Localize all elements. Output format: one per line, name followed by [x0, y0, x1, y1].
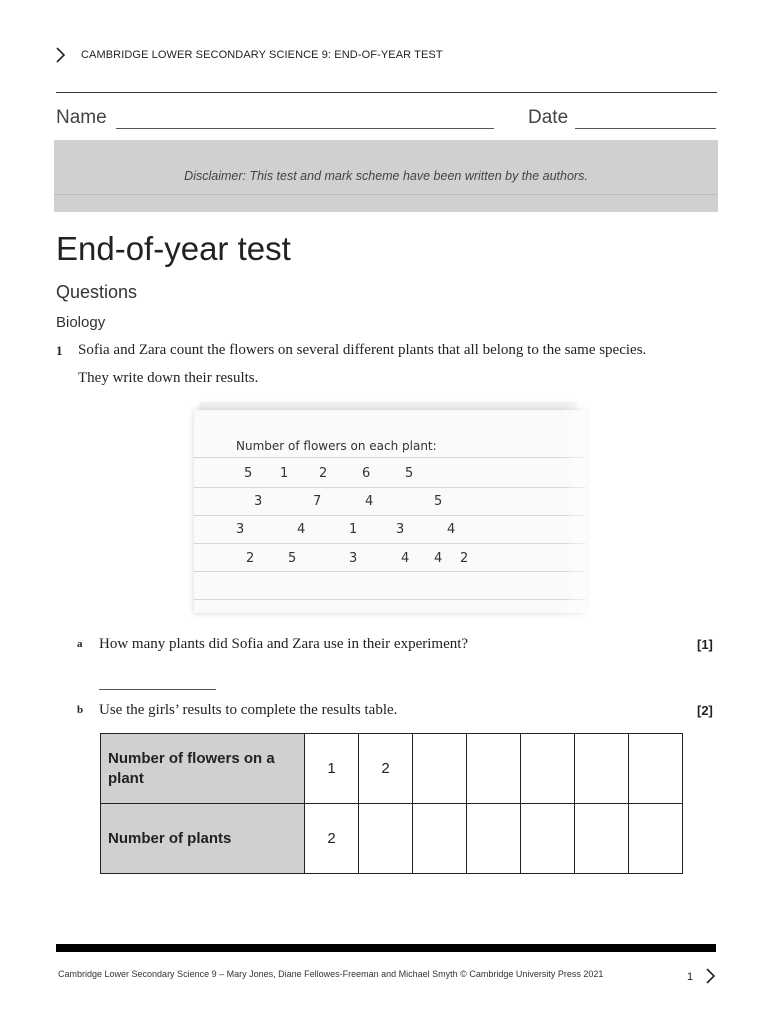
- date-label: Date: [528, 107, 569, 128]
- notepad-rule: [194, 457, 586, 458]
- part-b-letter: b: [77, 704, 84, 716]
- notepad-fade: [560, 404, 600, 619]
- name-field-line[interactable]: [116, 128, 494, 129]
- disclaimer-divider: [54, 194, 718, 195]
- table-cell[interactable]: [359, 804, 413, 874]
- date-field-line[interactable]: [575, 128, 716, 129]
- notepad-rule: [194, 515, 586, 516]
- table-row: [101, 734, 683, 804]
- notepad-rule: [194, 543, 586, 544]
- running-header: CAMBRIDGE LOWER SECONDARY SCIENCE 9: END-OF-YEAR TEST: [81, 49, 443, 61]
- row-header-flowers: Number of flowers on a plant: [101, 734, 305, 804]
- notepad-rule: [194, 571, 586, 572]
- notepad-value: 4: [401, 551, 410, 566]
- notepad-value: 3: [236, 522, 245, 537]
- questions-heading: Questions: [56, 282, 138, 302]
- table-cell[interactable]: [467, 734, 521, 804]
- notepad-value: 3: [396, 522, 405, 537]
- part-a-text: How many plants did Sofia and Zara use in their experiment?: [99, 636, 469, 652]
- notepad-value: 4: [434, 551, 443, 566]
- notepad-value: 5: [405, 466, 414, 481]
- disclaimer-text: Disclaimer: This test and mark scheme have been written by the authors.: [184, 169, 588, 183]
- notepad-value: 7: [313, 494, 322, 509]
- notepad-image: [194, 410, 586, 613]
- notepad-value: 2: [319, 466, 328, 481]
- notepad-value: 5: [288, 551, 297, 566]
- question-text-continued: They write down their results.: [78, 370, 259, 386]
- part-a-letter: a: [77, 638, 83, 650]
- notepad-value: 3: [254, 494, 263, 509]
- question-number: 1: [56, 343, 63, 358]
- table-cell[interactable]: [575, 734, 629, 804]
- table-cell[interactable]: [629, 734, 683, 804]
- table-row: [101, 804, 683, 874]
- notepad-value: 2: [460, 551, 469, 566]
- part-a-answer-line[interactable]: [99, 689, 216, 690]
- question-text: Sofia and Zara count the flowers on several different plants that all belong to the same species.: [78, 342, 647, 358]
- notepad-value: 5: [244, 466, 253, 481]
- notepad-value: 2: [246, 551, 255, 566]
- notepad-heading: Number of flowers on each plant:: [236, 439, 437, 453]
- page-title: End-of-year test: [56, 230, 291, 267]
- part-b-marks: [2]: [697, 703, 713, 718]
- table-cell[interactable]: [413, 804, 467, 874]
- results-table: [100, 733, 683, 874]
- header-rule: [56, 92, 717, 93]
- notepad-rule: [194, 487, 586, 488]
- table-cell[interactable]: [413, 734, 467, 804]
- row-header-plants: Number of plants: [101, 804, 305, 874]
- footer-credit: Cambridge Lower Secondary Science 9 – Mary Jones, Diane Fellowes-Freeman and Michael Smyth © Cambridge University Press 2021: [58, 969, 604, 979]
- table-cell[interactable]: 1: [305, 734, 359, 804]
- notepad-value: 1: [349, 522, 358, 537]
- table-cell[interactable]: [521, 804, 575, 874]
- page-number: 1: [687, 971, 694, 983]
- section-heading: Biology: [56, 314, 106, 331]
- table-cell[interactable]: [575, 804, 629, 874]
- notepad-value: 1: [280, 466, 289, 481]
- name-label: Name: [56, 107, 107, 128]
- table-cell[interactable]: 2: [305, 804, 359, 874]
- part-a-marks: [1]: [697, 637, 713, 652]
- part-b-text: Use the girls’ results to complete the results table.: [99, 702, 398, 718]
- notepad-value: 3: [349, 551, 358, 566]
- table-cell[interactable]: 2: [359, 734, 413, 804]
- notepad-value: 6: [362, 466, 371, 481]
- table-cell[interactable]: [467, 804, 521, 874]
- table-cell[interactable]: [521, 734, 575, 804]
- notepad-value: 4: [297, 522, 306, 537]
- notepad-value: 5: [434, 494, 443, 509]
- notepad-value: 4: [447, 522, 456, 537]
- notepad-value: 4: [365, 494, 374, 509]
- chevron-right-icon: [53, 44, 67, 66]
- table-cell[interactable]: [629, 804, 683, 874]
- notepad-rule: [194, 599, 586, 600]
- footer-bar: [56, 944, 716, 952]
- chevron-right-icon[interactable]: [704, 966, 716, 986]
